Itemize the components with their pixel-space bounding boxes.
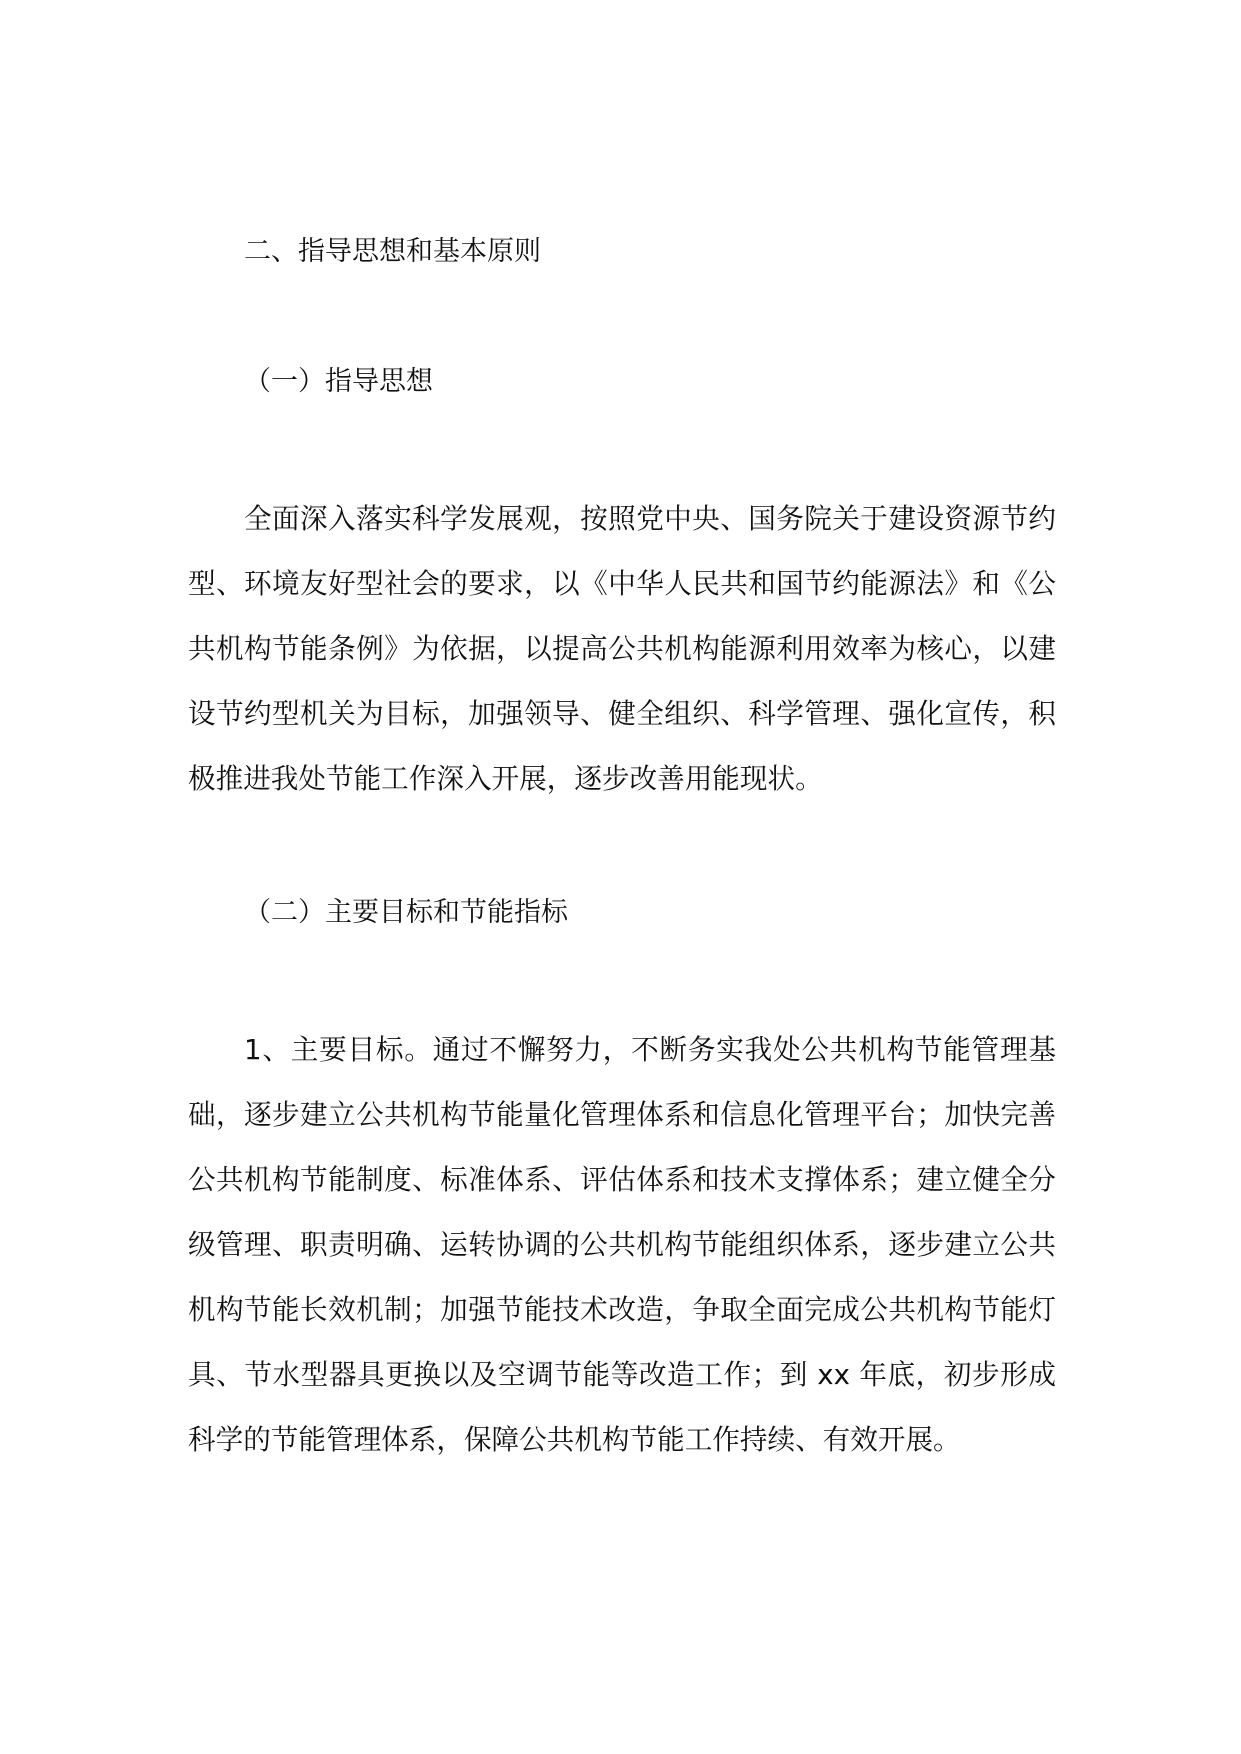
- paragraph-main-goals: 1、主要目标。通过不懈努力，不断务实我处公共机构节能管理基础，逐步建立公共机构节能量化管理体系和信息化管理平台；加快完善公共机构节能制度、标准体系、评估体系和技术支撑体系；建立健全分级管理、职责明确、运转协调的公共机构节能组织体系，逐步建立公共机构节能长效机制；加强节能技术改造，争取全面完成公共机构节能灯具、节水型器具更换以及空调节能等改造工作；到 xx 年底，初步形成科学的节能管理体系，保障公共机构节能工作持续、有效开展。: [188, 1033, 1056, 1456]
- subsection-heading-main-goals: （二）主要目标和节能指标: [244, 897, 568, 928]
- subsection-heading-guiding-ideology: （一）指导思想: [244, 366, 433, 397]
- document-body: [188, 226, 1056, 1472]
- paragraph-guiding-ideology: 全面深入落实科学发展观，按照党中央、国务院关于建设资源节约型、环境友好型社会的要求，以《中华人民共和国节约能源法》和《公共机构节能条例》为依据，以提高公共机构能源利用效率为核心，以建设节约型机关为目标，加强领导、健全组织、科学管理、强化宣传，积极推进我处节能工作深入开展，逐步改善用能现状。: [188, 502, 1056, 795]
- section-heading: 二、指导思想和基本原则: [244, 236, 541, 267]
